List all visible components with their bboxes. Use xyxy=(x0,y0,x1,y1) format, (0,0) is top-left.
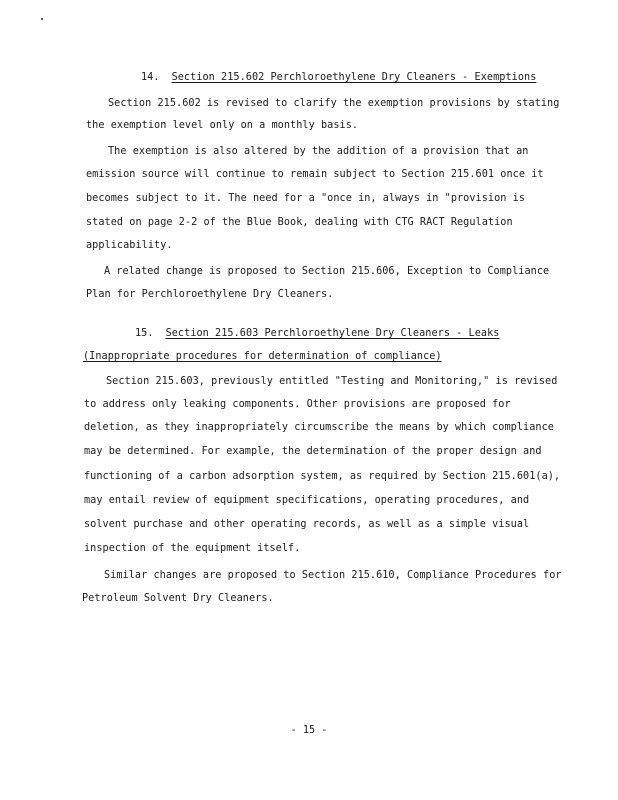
section-15-number: 15. xyxy=(135,328,154,339)
section-15-heading-line xyxy=(135,327,499,341)
section-14-p2-line-3: becomes subject to it. The need for a "once in, always in "provision is xyxy=(86,193,526,204)
section-14-p2-line-4: stated on page 2-2 of the Blue Book, dealing with CTG RACT Regulation xyxy=(86,217,513,228)
section-15-p2-line-1: Similar changes are proposed to Section 215.610, Compliance Procedures for xyxy=(104,570,562,581)
section-14-heading: Section 215.602 Perchloroethylene Dry Cleaners - Exemptions xyxy=(171,72,537,83)
section-15-p1-line-7: solvent purchase and other operating records, as well as a simple visual xyxy=(84,519,530,530)
section-15-p1-line-3: deletion, as they inappropriately circumscribe the means by which compliance xyxy=(84,422,554,433)
section-14-p3-line-1: A related change is proposed to Section 215.606, Exception to Compliance xyxy=(104,266,550,277)
section-14-p2-line-2: emission source will continue to remain subject to Section 215.601 once it xyxy=(86,169,544,180)
section-14-heading-line xyxy=(141,71,536,85)
section-15-p1-line-6: may entail review of equipment specifications, operating procedures, and xyxy=(84,495,530,506)
section-14-p1-line-2: the exemption level only on a monthly basis. xyxy=(86,120,359,131)
section-14-p2-line-5: applicability. xyxy=(86,240,173,251)
section-15-subheading: (Inappropriate procedures for determination of compliance) xyxy=(83,351,442,362)
scan-speck xyxy=(41,18,43,20)
section-15-p1-line-5: functioning of a carbon adsorption system, as required by Section 215.601(a), xyxy=(84,471,561,482)
section-14-p2-line-1: The exemption is also altered by the addition of a provision that an xyxy=(108,146,529,157)
section-15-p1-line-8: inspection of the equipment itself. xyxy=(84,543,301,554)
section-15-p1-line-2: to address only leaking components. Other provisions are proposed for xyxy=(84,399,511,410)
section-14-p3-line-2: Plan for Perchloroethylene Dry Cleaners. xyxy=(86,289,334,300)
section-15-p1-line-1: Section 215.603, previously entitled "Testing and Monitoring," is revised xyxy=(106,376,558,387)
section-15-p1-line-4: may be determined. For example, the determination of the proper design and xyxy=(84,446,542,457)
section-15-heading: Section 215.603 Perchloroethylene Dry Cleaners - Leaks xyxy=(165,328,500,339)
section-14-p1-line-1: Section 215.602 is revised to clarify the exemption provisions by stating xyxy=(108,98,560,109)
section-15-p2-line-2: Petroleum Solvent Dry Cleaners. xyxy=(82,593,274,604)
section-14-number: 14. xyxy=(141,72,160,83)
page-number: - 15 - xyxy=(290,725,328,736)
